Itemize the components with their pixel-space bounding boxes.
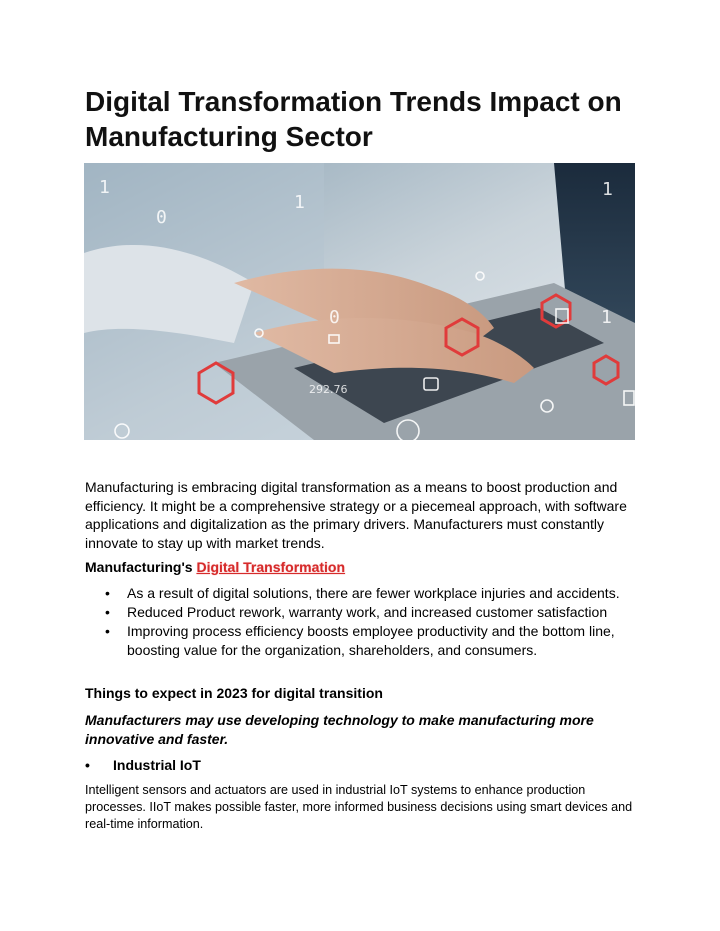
list-item	[85, 622, 645, 660]
intro-paragraph: Manufacturing is embracing digital transformation as a means to boost production and efficiency. It might be a comprehensive strategy or a piecemeal approach, with software applications and digitalization as the primary drivers. Manufacturers must constantly innovate to stay up with market trends.	[85, 479, 627, 551]
hero-overlay-number: 292.76	[309, 383, 348, 396]
bullet-icon: •	[85, 757, 90, 773]
section-subhead	[85, 558, 345, 576]
italic-lead: Manufacturers may use developing technology to make manufacturing more innovative and faster.	[85, 712, 594, 747]
svg-text:1: 1	[602, 179, 613, 200]
list-item-text: As a result of digital solutions, there are fewer workplace injuries and accidents.	[127, 585, 620, 601]
svg-text:1: 1	[601, 307, 612, 328]
iiot-heading-text: Industrial IoT	[113, 757, 201, 773]
page-title: Digital Transformation Trends Impact on Manufacturing Sector	[85, 86, 622, 152]
iiot-heading	[85, 756, 201, 774]
iiot-body: Intelligent sensors and actuators are used in industrial IoT systems to enhance production processes. IIoT makes possible faster, more informed business decisions using smart devices and real-time information.	[85, 783, 633, 831]
svg-text:1: 1	[294, 192, 305, 213]
svg-text:0: 0	[329, 307, 340, 328]
svg-text:0: 0	[156, 207, 167, 228]
list-item-text: Reduced Product rework, warranty work, and increased customer satisfaction	[127, 604, 608, 620]
bullet-icon: •	[105, 585, 110, 601]
list-item-text: Improving process efficiency boosts employee productivity and the bottom line, boosting value for the organization, shareholders, and consumers.	[127, 623, 615, 658]
bullet-icon: •	[105, 604, 110, 620]
svg-text:1: 1	[99, 177, 110, 198]
digital-transformation-link[interactable]: Digital Transformation	[196, 559, 346, 575]
things-heading: Things to expect in 2023 for digital transition	[85, 685, 383, 701]
benefits-list	[85, 584, 645, 660]
hero-image	[84, 163, 635, 440]
list-item	[85, 603, 645, 622]
subhead-prefix: Manufacturing's	[85, 559, 193, 575]
bullet-icon: •	[105, 623, 110, 639]
list-item	[85, 584, 645, 603]
